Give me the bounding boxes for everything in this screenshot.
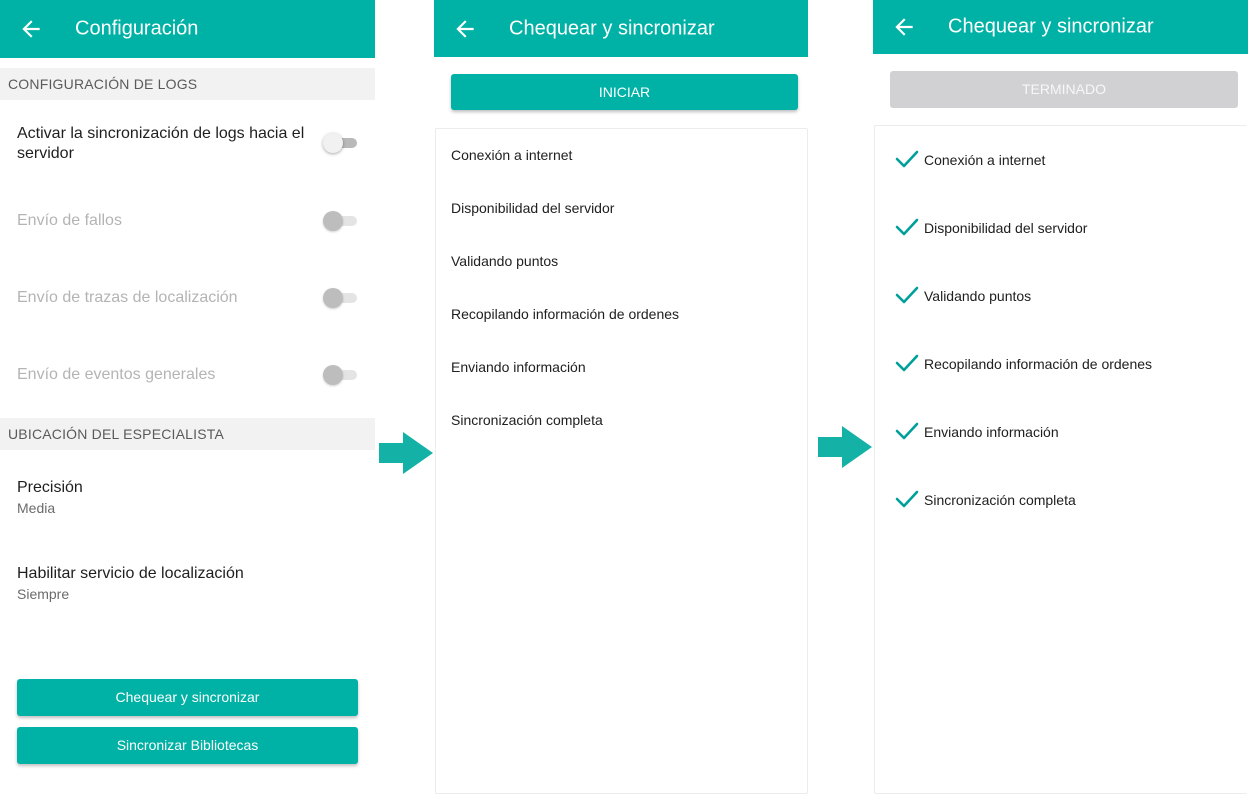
pref-location-service[interactable] [17,564,359,602]
arrow-right-icon [379,432,433,474]
pref-label: Precisión [17,479,83,496]
step-item: Conexión a internet [924,152,1046,168]
check-sync-button[interactable]: Chequear y sincronizar [17,679,358,716]
config-app-bar [0,0,375,58]
steps-card [435,128,808,794]
pref-label: Envío de eventos generales [17,366,216,383]
step-item: Validando puntos [451,253,559,269]
back-arrow-icon[interactable] [891,14,917,40]
config-screen [0,0,375,794]
sync-screen-start [434,0,808,794]
step-item: Sincronización completa [924,492,1076,508]
check-icon [895,353,919,373]
check-icon [895,489,919,509]
step-item: Disponibilidad del servidor [924,220,1088,236]
pref-send-general-events[interactable] [17,365,359,385]
pref-send-failures[interactable] [17,211,359,231]
check-icon [895,217,919,237]
pref-log-sync[interactable] [17,124,359,164]
pref-value: Siempre [17,586,70,602]
section-header-location: UBICACIÓN DEL ESPECIALISTA [0,418,375,450]
pref-label: Envío de fallos [17,212,122,229]
sync-libraries-button[interactable]: Sincronizar Bibliotecas [17,727,358,764]
arrow-right-icon [818,426,872,468]
pref-label: Envío de trazas de localización [17,289,238,306]
step-item: Enviando información [451,359,586,375]
pref-send-location-traces[interactable] [17,288,359,308]
send-failures-switch[interactable] [323,211,359,231]
pref-precision[interactable] [17,478,359,516]
check-icon [895,285,919,305]
page-title: Configuración [75,17,199,40]
page-title: Chequear y sincronizar [509,17,715,39]
sync-app-bar [434,0,808,57]
step-item: Validando puntos [924,288,1032,304]
page-title: Chequear y sincronizar [948,15,1154,38]
log-sync-switch[interactable] [323,133,359,153]
pref-label: Activar la sincronización de logs hacia el servidor [17,125,305,162]
pref-label: Habilitar servicio de localización [17,565,244,582]
start-button[interactable]: INICIAR [451,74,798,110]
step-item: Enviando información [924,424,1059,440]
step-item: Disponibilidad del servidor [451,200,615,216]
done-button[interactable]: TERMINADO [890,71,1238,108]
step-item: Sincronización completa [451,412,603,428]
back-arrow-icon[interactable] [18,16,44,42]
pref-value: Media [17,500,56,516]
send-general-events-switch[interactable] [323,365,359,385]
step-item: Recopilando información de ordenes [924,356,1153,372]
sync-screen-done [873,0,1248,794]
back-arrow-icon[interactable] [452,16,478,42]
send-location-traces-switch[interactable] [323,288,359,308]
check-icon [895,149,919,169]
section-header-logs: CONFIGURACIÓN DE LOGS [0,68,375,100]
step-item: Recopilando información de ordenes [451,306,680,322]
sync-app-bar [873,0,1248,54]
check-icon [895,421,919,441]
step-item: Conexión a internet [451,147,573,163]
